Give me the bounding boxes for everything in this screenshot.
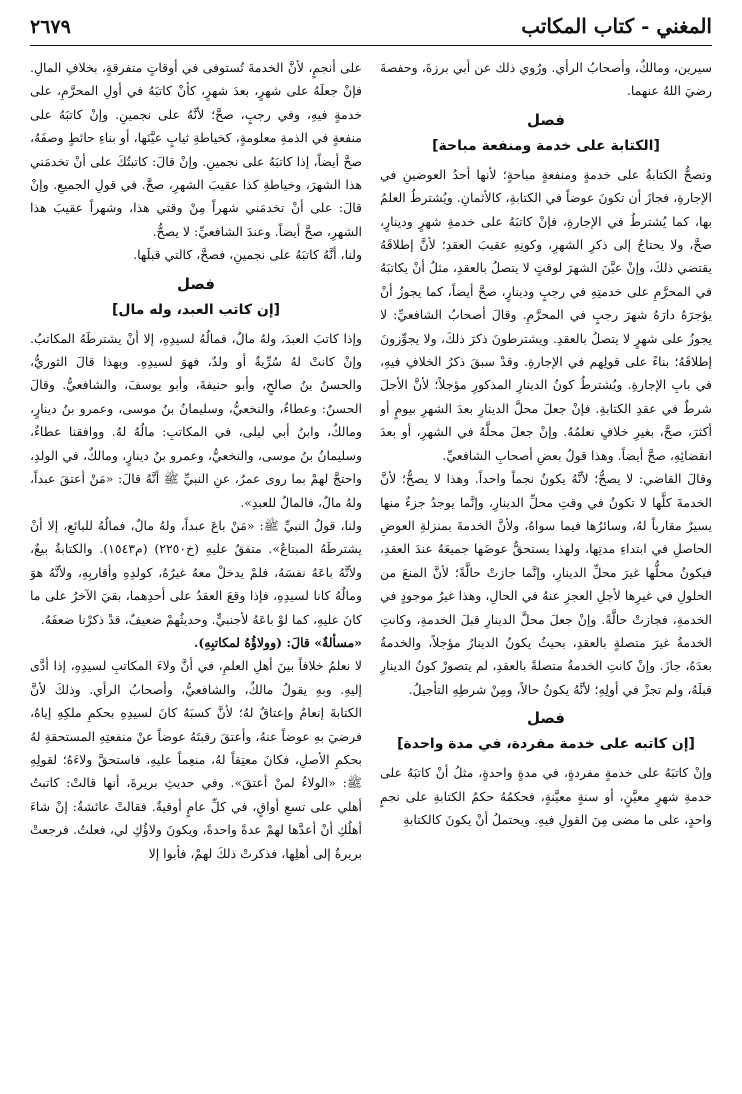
chapter-title: كتاب المكاتب — [521, 14, 635, 38]
left-column — [30, 56, 362, 1076]
paragraph: وإذا كاتبَ العبدَ، ولهُ مالٌ، فمالُهُ لسيدِهِ، إلا أنْ يشترطَهُ المكاتبُ. وإنْ كانتْ لهُ سُرِّيةٌ أو ولدٌ، فهوَ لسيدِهِ. وبهذا قالَ الثوريُّ، والحسنُ بنُ صالحٍ، وأبو حنيفةَ، وأبو يوسفَ، والشافعيُّ. وقالَ الحسنُ: وعطاءٌ، والنخعيُّ، وسليمانُ بنُ موسى، وعمرو بنُ دينارٍ، ومالكٌ، وابنُ أبي ليلى، في المكاتبِ: مالُهُ لهُ. ووافقنا عطاءٌ، وسليمانُ بنُ موسى، والنخعيُّ، وعمرو بنُ دينارٍ، ومالكٌ، في الولدِ، واحتجَّ لهمْ بما روى عمرُ، عنِ النبيِّ ﷺ أنَّهُ قالَ: «مَنْ أعتقَ عبداً، ولهُ مالٌ، فالمالُ للعبدِ». — [30, 330, 362, 510]
paragraph: على أنجمٍ، لأنَّ الخدمةَ تُستوفى في أوقاتٍ متفرقةٍ، بخلافِ المالِ. فإنْ جعلَهُ على شهرٍ، بعدَ شهرٍ، كأنْ كاتبَهُ في أولِ المحرَّمِ، على خدمةٍ فيهِ، وفي رجبٍ، صحَّ؛ لأنَّهُ على نجمينِ. وإنْ كاتبَهُ على منفعةٍ في الذمةِ معلومةٍ، كخياطةِ ثيابٍ عيَّنَها، أو بناءِ حائطٍ وصفَهُ، صحَّ أيضاً، إذا كاتبَهُ على نجمينِ. وإنْ قالَ: كاتبتُكَ على أنْ تخدمَني هذا الشهرَ، وخياطةِ كذا عقيبَ الشهرِ، صحَّ. في قولِ الجميعِ. وإنْ قالَ: على أنْ تخدمَني شهراً مِنْ وقتي هذا، وشهراً عقيبَ هذا الشهرِ، صحَّ أيضاً. وعندَ الشافعيِّ: لا يصحُّ. — [30, 60, 362, 239]
text-columns — [30, 56, 712, 1076]
paragraph: وتصحُّ الكتابةُ على خدمةٍ ومنفعةٍ مباحةٍ؛ لأنها أحدُ العوضينِ في الإجارةِ، فجازَ أن تكونَ عوضاً في الكتابةِ، كالأثمانِ. ويُشترطُ العلمُ بها، كما يُشترطُ في الإجارةِ، فإنْ كاتبَهُ على خدمةِ شهرٍ ودينارٍ، صحَّ، ولا يحتاجُ إلى ذكرِ الشهرِ، وكونِهِ عقيبَ العقدِ؛ لأنَّ إطلاقَهُ يقتضي ذلكَ، وإنْ عيَّنَ الشهرَ لوقتٍ لا يتصلُ بالعقدِ، مثلُ أنْ يكاتبَهُ في المحرَّمِ على خدمتِهِ في رجبٍ ودينارٍ، صحَّ أيضاً، كما يجوزُ أنْ يؤجرَهُ دارَهُ شهرَ رجبٍ في المحرَّمِ. وقالَ أصحابُ الشافعيِّ: لا يجوزُ على شهرٍ لا يتصلُ بالعقدِ. ويشترطونَ ذكرَ ذلكَ، ولا يجوِّزونَ إطلاقَهُ؛ بناءً على قولِهم في الإجارةِ. وقدْ سبقَ ذكرُ الخلافِ فيهِ، في بابِ الإجارةِ. ويُشترطُ كونُ الدينارِ المذكورِ مؤجلاً؛ لأنَّ الأجلَ شرطٌ في عقدِ الكتابةِ. فإنْ جعلَ محلَّ الدينارِ بعدَ الشهرِ بيومٍ أو أكثرَ، صحَّ، بغيرِ خلافٍ نعلمُهُ. وإنْ جعلَ محلَّهُ في الشهرِ، أو بعدَ انقضائِهِ، صحَّ أيضاً. وهذا قولُ بعضِ أصحابِ الشافعيِّ. — [380, 166, 712, 463]
section-heading: فصل — [527, 110, 565, 129]
page-number: ٢٦٧٩ — [30, 16, 71, 38]
title-separator: - — [634, 14, 657, 38]
paragraph: ولنا، قولُ النبيِّ ﷺ: «مَنْ باعَ عبداً، ولهُ مالٌ، فمالُهُ للبائعِ، إلا أنْ يشترطَهُ المبتاعُ». متفقٌ عليهِ (خ٢٢٥٠) (م١٥٤٣). والكتابةُ بيعٌ، ولأنَّهُ باعَهُ نفسَهُ، فلمْ يدخلْ معهُ غيرُهُ، كولدِهِ وأقاربِهِ، ولأنَّهُ هوَ ومالُهُ كانا لسيدِهِ، فإذا وقعَ العقدُ على أحدِهما، بقيَ الآخرُ على ما كانَ عليهِ، كما لوْ باعَهُ لأجنبيٍّ. وحديثُهمْ ضعيفٌ، قدْ ذكرْنا ضعفَهُ. — [30, 517, 362, 627]
paragraph: لا نعلمُ خلافاً بينَ أهلِ العلمِ، في أنَّ ولاءَ المكاتبِ لسيدِهِ، إذا أدَّى إليهِ. وبهِ يقولُ مالكٌ، والشافعيُّ، وأصحابُ الرأي. وذلكَ لأنَّ الكتابةَ إنعامٌ وإعتاقٌ لهُ؛ لأنَّ كسبَهُ كانَ لسيدِهِ بحكمِ ملكِهِ إياهُ، فرضيَ بهِ عوضاً عنهُ، وأعتقَ رقبتَهُ عوضاً عنْ منفعتِهِ المستحقةِ لهُ بحكمِ الأصلِ، فكانَ معتِقاً لهُ، منعِماً عليهِ، فاستحقَّ ولاءَهُ؛ لقولِهِ ﷺ: «الولاءُ لمنْ أعتقَ». وفي حديثِ بريرةَ، أنها قالتْ: كاتبتُ أهلي على تسعِ أواقٍ، في كلِّ عامٍ أوقيةٌ. فقالتْ عائشةُ: إنْ شاءَ أهلُكِ أنْ أعدَّها لهمْ عدةً واحدةً، ويكونَ ولاؤُكِ لي، فعلتُ. فرجعتْ بريرةُ إلى أهلِها، فذكرتْ ذلكَ لهمْ، فأبوا إلا — [30, 658, 362, 861]
page-header — [30, 14, 712, 46]
book-title: المغني — [656, 14, 712, 38]
section-subtitle: [إن كاتبه على خدمة مفردة، في مدة واحدة] — [397, 736, 695, 753]
right-column — [380, 56, 712, 1076]
section-heading: فصل — [177, 274, 215, 293]
masala-heading: «مسألةٌ» قالَ: (وولاؤُهُ لمكاتبِهِ). — [194, 634, 362, 650]
paragraph: وإنْ كاتبَهُ على خدمةٍ مفردةٍ، في مدةٍ واحدةٍ، مثلُ أنْ كاتبَهُ على خدمةِ شهرٍ معيَّنٍ، أو سنةٍ معيَّنةٍ، فحكمُهُ حكمُ الكتابةِ على نجمٍ واحدٍ، على ما مضى مِنَ القولِ فيهِ. ويحتملُ أنْ يكونَ كالكتابةِ — [380, 765, 712, 827]
section-heading: فصل — [527, 709, 565, 728]
paragraph: وقالَ القاضي: لا يصحُّ؛ لأنَّهُ يكونُ نجماً واحداً. وهذا لا يصحُّ؛ لأنَّ الخدمةَ كلَّها لا تكونُ في وقتِ محلِّ الدينارِ، وإنَّما يوجدُ جزءٌ منها يسيرٌ مقارباً لهُ، وسائرُها فيما سواهُ، ولأنَّ الخدمةَ بمنزلةِ العوضِ الحاصلِ في ابتداءِ مدتِها، ولهذا يستحقُّ عوضَها جميعَهُ عندَ العقدِ، فيكونُ محلُّها غيرَ محلِّ الدينارِ، وإنَّما جازتْ حالَّةً؛ لأنَّ المنعَ من الحلولِ في غيرِها لأجلِ العجزِ عنهُ في الحالِ، وهذا غيرُ موجودٍ في الخدمةِ، فجازتْ حالَّةً. وإنْ جعلَ محلَّ الدينارِ قبلَ الخدمةِ، وكانتِ الخدمةُ غيرَ متصلةٍ بالعقدِ، بحيثُ يكونُ الدينارُ مؤجلاً، والخدمةُ بعدَهُ، جازَ. وإنْ كانتِ الخدمةُ متصلةً بالعقدِ، لم يتصورْ كونُ الدينارِ قبلَهُ، ولم تجزْ في أولِهِ؛ لأنَّهُ يكونُ حالاً، ومِنْ شرطِهِ التأجيلُ. — [380, 471, 712, 697]
section-subtitle: [الكتابة على خدمة ومنفعة مباحة] — [432, 137, 660, 154]
paragraph: ولنا، أنَّهُ كاتبَهُ على نجمينِ، فصحَّ، كالتي قبلَها. — [133, 247, 362, 263]
section-subtitle: [إن كاتب العبد، وله مال] — [111, 301, 281, 318]
running-title — [521, 14, 712, 38]
paragraph: سيرين، ومالكٌ، وأصحابُ الرأي. ورُوي ذلك عن أبي برزةَ، وحفصةَ رضيَ اللهُ عنهما. — [380, 60, 712, 99]
